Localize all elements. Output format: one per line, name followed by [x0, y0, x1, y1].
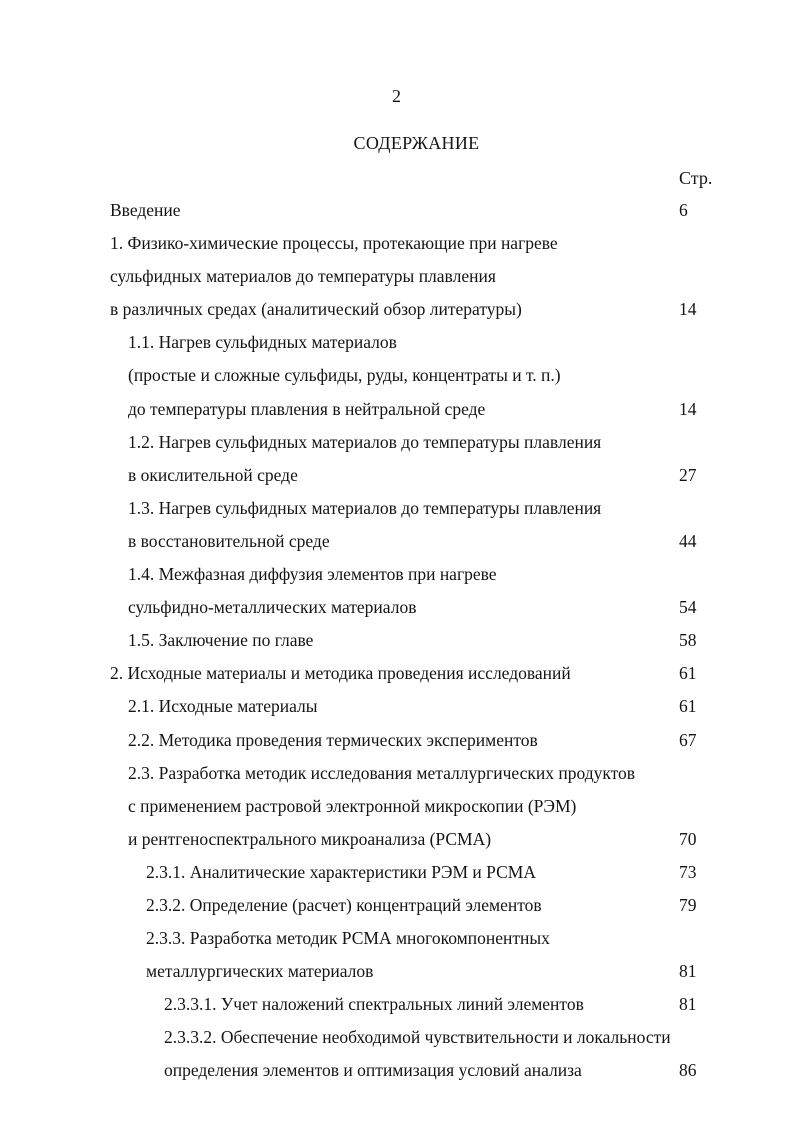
toc-entry-text: 2.3.3. Разработка методик РСМА многокомпонентных — [146, 928, 550, 949]
toc-entry-page: 81 — [679, 994, 697, 1015]
toc-line — [0, 889, 793, 922]
toc-entry-text: 2.3.3.2. Обеспечение необходимой чувствительности и локальности — [164, 1027, 671, 1048]
toc-entry-text: 2.3. Разработка методик исследования металлургических продуктов — [128, 762, 636, 783]
toc-entry-text: 1.1. Нагрев сульфидных материалов — [128, 332, 397, 353]
toc-line — [0, 690, 793, 723]
page-title: СОДЕРЖАНИЕ — [353, 133, 480, 153]
toc-entry-text: 2.1. Исходные материалы — [128, 696, 318, 717]
toc-entry-text: металлургических материалов — [146, 961, 374, 982]
toc-entry-page: 70 — [679, 828, 697, 849]
toc-line — [0, 326, 793, 359]
toc-entry-page: 81 — [679, 961, 697, 982]
toc-line — [0, 293, 793, 326]
toc-entry-page: 14 — [679, 398, 697, 419]
toc-line — [0, 624, 793, 657]
toc-line — [0, 492, 793, 525]
toc-line — [0, 757, 793, 790]
toc-entry-page: 61 — [679, 663, 697, 684]
toc-entry-text: сульфидных материалов до температуры плавления — [110, 266, 496, 287]
toc-entry-text: в восстановительной среде — [128, 530, 330, 551]
pages-column-header: Стр. — [679, 168, 713, 188]
toc-entry-page: 27 — [679, 464, 697, 485]
toc-line — [0, 823, 793, 856]
toc-line — [0, 790, 793, 823]
toc-entry-page: 6 — [679, 200, 688, 220]
toc-line — [0, 922, 793, 955]
toc-entry-page: 58 — [679, 630, 697, 651]
toc-entry-text: в окислительной среде — [128, 464, 298, 485]
toc-entry-text: сульфидно-металлических материалов — [128, 597, 417, 618]
toc-line — [0, 657, 793, 690]
toc-entry-page: 14 — [679, 299, 697, 320]
toc-entry-text: 2. Исходные материалы и методика проведения исследований — [110, 663, 571, 684]
toc-line — [0, 558, 793, 591]
toc-entry-page: 61 — [679, 696, 697, 717]
toc-entry-text: и рентгеноспектрального микроанализа (РСМА) — [128, 828, 492, 849]
toc-line — [0, 955, 793, 988]
toc-line — [0, 393, 793, 426]
toc-entry-page: 79 — [679, 894, 697, 915]
toc-entry-text: 1. Физико-химические процессы, протекающие при нагреве — [110, 233, 558, 254]
toc-entry-text: в различных средах (аналитический обзор литературы) — [110, 299, 522, 320]
toc-line — [0, 525, 793, 558]
toc-entry-text: 2.3.3.1. Учет наложений спектральных линий элементов — [164, 994, 584, 1015]
toc-line — [0, 988, 793, 1021]
toc-line — [0, 856, 793, 889]
toc-line — [0, 359, 793, 392]
toc-line — [0, 1054, 793, 1087]
toc-entry-page: 86 — [679, 1060, 697, 1081]
toc-line — [0, 426, 793, 459]
toc-entry-page: 44 — [679, 530, 697, 551]
toc-entry-text: до температуры плавления в нейтральной среде — [128, 398, 486, 419]
toc-entry-text: определения элементов и оптимизация условий анализа — [164, 1060, 582, 1081]
toc-line — [0, 1021, 793, 1054]
toc-entry-text: (простые и сложные сульфиды, руды, концентраты и т. п.) — [128, 365, 561, 386]
toc-entry-text: Введение — [110, 200, 181, 220]
toc-entry-text: 1.3. Нагрев сульфидных материалов до температуры плавления — [128, 497, 602, 518]
toc-entry-page: 67 — [679, 729, 697, 750]
toc-entry-text: 2.3.1. Аналитические характеристики РЭМ и РСМА — [146, 861, 536, 882]
toc-line — [0, 194, 793, 227]
toc-entry-text: 2.2. Методика проведения термических экспериментов — [128, 729, 538, 750]
toc-line — [0, 260, 793, 293]
toc-entry-page: 73 — [679, 861, 697, 882]
page-number: 2 — [392, 86, 401, 106]
toc-line — [0, 459, 793, 492]
toc-entry-text: 2.3.2. Определение (расчет) концентраций элементов — [146, 894, 542, 915]
toc-line — [0, 724, 793, 757]
toc-entry-text: с применением растровой электронной микроскопии (РЭМ) — [128, 795, 577, 816]
toc-entry-page: 54 — [679, 597, 697, 618]
toc-entry-text: 1.2. Нагрев сульфидных материалов до температуры плавления — [128, 431, 602, 452]
table-of-contents — [0, 194, 793, 1088]
toc-entry-text: 1.4. Межфазная диффузия элементов при нагреве — [128, 564, 497, 585]
toc-line — [0, 591, 793, 624]
toc-entry-text: 1.5. Заключение по главе — [128, 630, 314, 651]
toc-line — [0, 227, 793, 260]
